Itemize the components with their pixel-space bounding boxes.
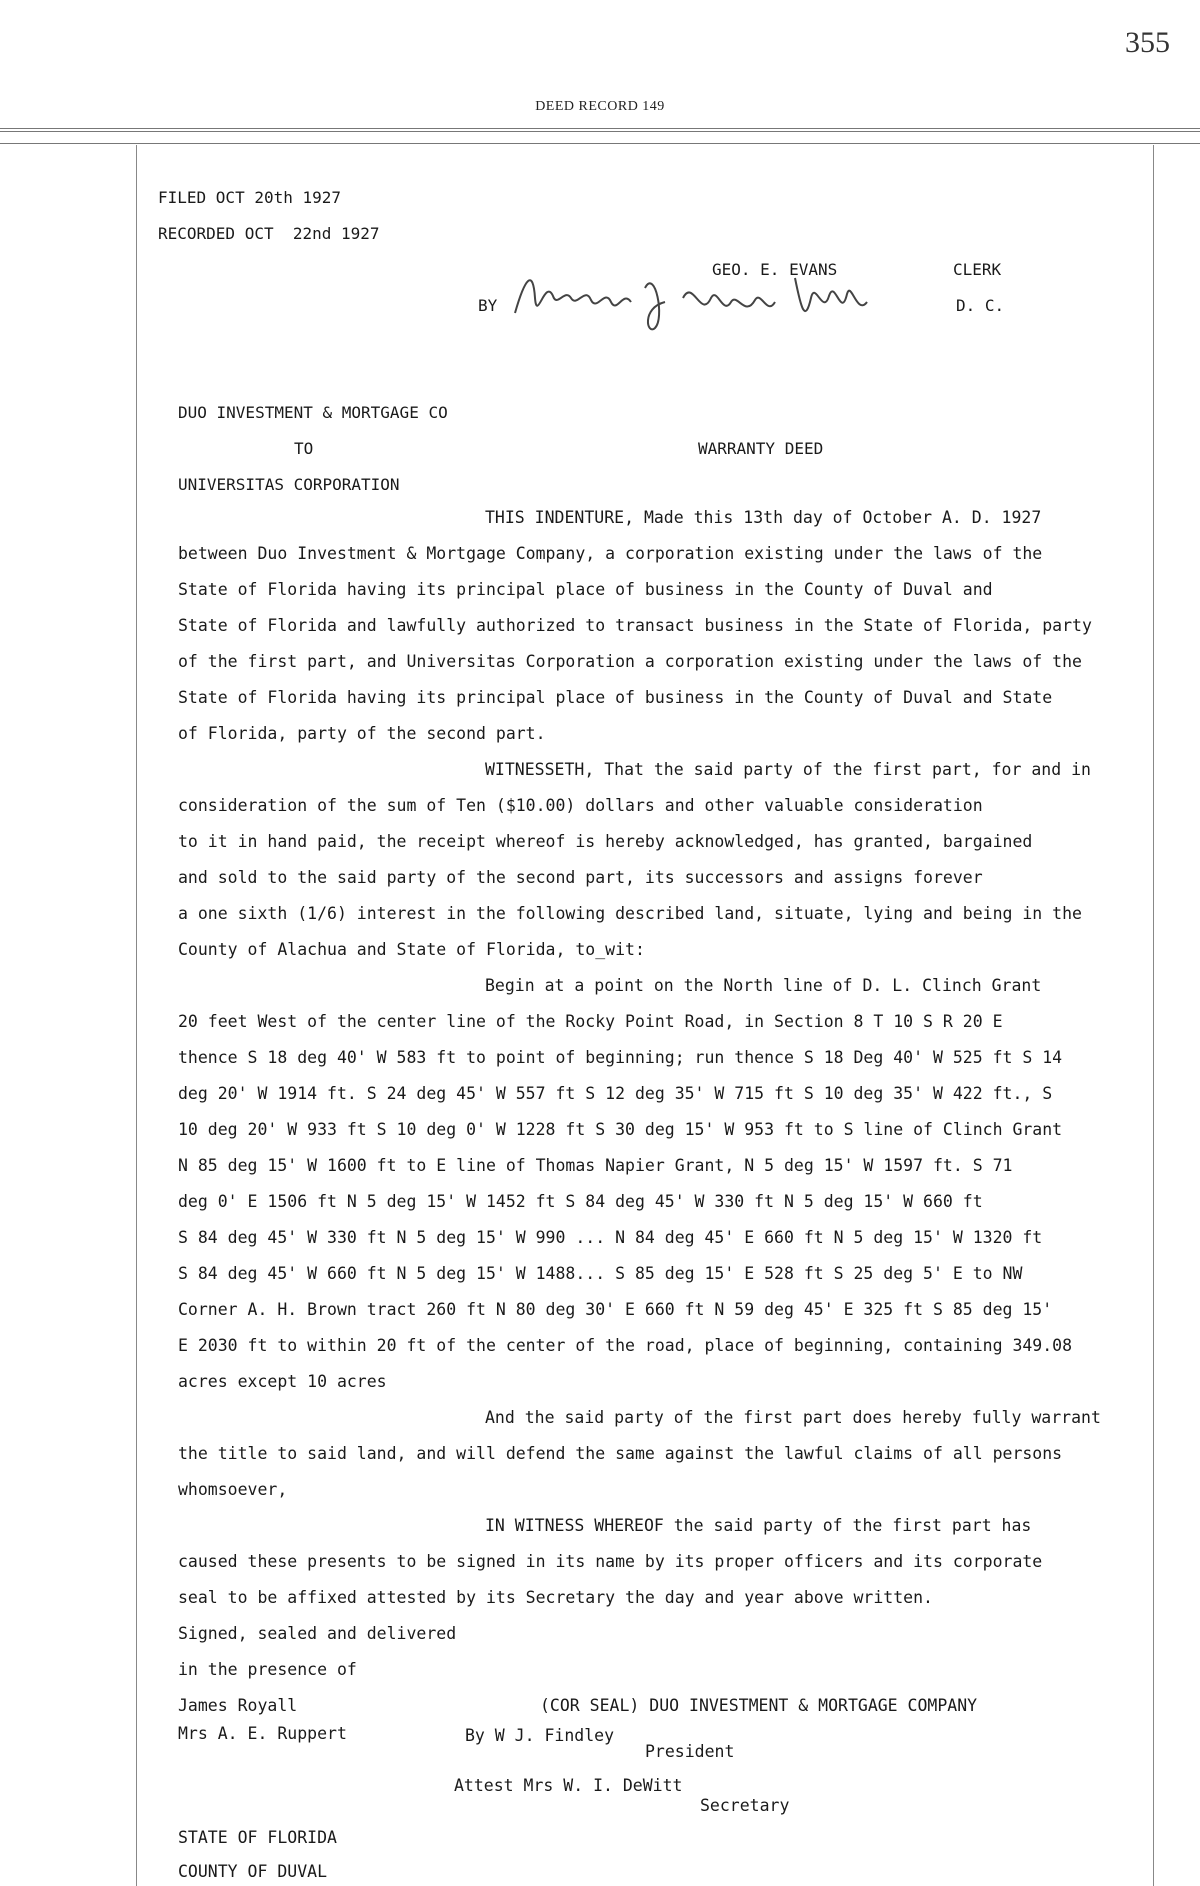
body-line: State of Florida having its principal place of business in the County of Duval and [178,580,993,599]
body-line: seal to be affixed attested by its Secretary the day and year above written. [178,1588,933,1607]
venue-state: STATE OF FLORIDA [178,1828,337,1847]
page-number: 355 [1125,26,1170,59]
body-line: E 2030 ft to within 20 ft of the center of the road, place of beginning, containing 349.08 [178,1336,1073,1355]
signer-name: By W J. Findley [465,1726,615,1745]
header-rule-top [0,128,1200,129]
body-line: of the first part, and Universitas Corporation a corporation existing under the laws of the [178,652,1082,671]
deed-type: WARRANTY DEED [698,439,824,458]
body-line: Signed, sealed and delivered [178,1624,457,1643]
corporate-seal-company: (COR SEAL) DUO INVESTMENT & MORTGAGE COMPANY [540,1696,978,1715]
body-line: between Duo Investment & Mortgage Company, a corporation existing under the laws of the [178,544,1043,563]
deputy-clerk-title: D. C. [956,296,1005,315]
witness-1: James Royall [178,1696,298,1715]
left-margin-line [136,145,137,1886]
clerk-name: GEO. E. EVANS [712,260,838,279]
body-line: IN WITNESS WHEREOF the said party of the first part has [485,1516,1032,1535]
filed-date: FILED OCT 20th 1927 [158,188,342,207]
body-line: Corner A. H. Brown tract 260 ft N 80 deg 30' E 660 ft N 59 deg 45' E 325 ft S 85 deg 15' [178,1300,1053,1319]
body-line: THIS INDENTURE, Made this 13th day of October A. D. 1927 [485,508,1042,527]
grantee-name: UNIVERSITAS CORPORATION [178,475,400,494]
body-line: a one sixth (1/6) interest in the following described land, situate, lying and being in the [178,904,1082,923]
body-line: And the said party of the first part does hereby fully warrant [485,1408,1101,1427]
by-label: BY [478,296,498,315]
body-line: the title to said land, and will defend the same against the lawful claims of all persons [178,1444,1063,1463]
body-line: S 84 deg 45' W 660 ft N 5 deg 15' W 1488... S 85 deg 15' E 528 ft S 25 deg 5' E to NW [178,1264,1023,1283]
body-line: N 85 deg 15' W 1600 ft to E line of Thomas Napier Grant, N 5 deg 15' W 1597 ft. S 71 [178,1156,1013,1175]
body-line: thence S 18 deg 40' W 583 ft to point of beginning; run thence S 18 Deg 40' W 525 ft S 14 [178,1048,1063,1067]
attest-title: Secretary [700,1796,790,1815]
body-line: consideration of the sum of Ten ($10.00) dollars and other valuable consideration [178,796,983,815]
right-margin-line [1153,145,1154,1886]
body-line: WITNESSETH, That the said party of the first part, for and in [485,760,1091,779]
body-line: Begin at a point on the North line of D. L. Clinch Grant [485,976,1042,995]
body-line: acres except 10 acres [178,1372,387,1391]
body-line: deg 0' E 1506 ft N 5 deg 15' W 1452 ft S 84 deg 45' W 330 ft N 5 deg 15' W 660 ft [178,1192,983,1211]
body-line: caused these presents to be signed in its name by its proper officers and its corporate [178,1552,1043,1571]
attest-name: Attest Mrs W. I. DeWitt [454,1776,683,1795]
deputy-clerk-signature [505,258,875,338]
body-line: in the presence of [178,1660,357,1679]
body-line: S 84 deg 45' W 330 ft N 5 deg 15' W 990 ... N 84 deg 45' E 660 ft N 5 deg 15' W 1320 ft [178,1228,1043,1247]
signer-title: President [645,1742,735,1761]
body-line: deg 20' W 1914 ft. S 24 deg 45' W 557 ft S 12 deg 35' W 715 ft S 10 deg 35' W 422 ft., S [178,1084,1053,1103]
venue-county: COUNTY OF DUVAL [178,1862,328,1881]
body-line: and sold to the said party of the second part, its successors and assigns forever [178,868,983,887]
body-line: to it in hand paid, the receipt whereof is hereby acknowledged, has granted, bargained [178,832,1033,851]
body-line: County of Alachua and State of Florida, to_wit: [178,940,645,959]
to-label: TO [294,439,314,458]
clerk-title: CLERK [953,260,1002,279]
body-line: 10 deg 20' W 933 ft S 10 deg 0' W 1228 ft S 30 deg 15' W 953 ft to S line of Clinch Grant [178,1120,1063,1139]
header-rule-bottom [0,143,1200,144]
header-rule-mid [0,131,1200,132]
grantor-name: DUO INVESTMENT & MORTGAGE CO [178,403,448,422]
recorded-date: RECORDED OCT 22nd 1927 [158,224,380,243]
body-line: of Florida, party of the second part. [178,724,546,743]
body-line: State of Florida having its principal place of business in the County of Duval and State [178,688,1053,707]
witness-2: Mrs A. E. Ruppert [178,1724,347,1743]
book-title: DEED RECORD 149 [535,99,665,114]
body-line: 20 feet West of the center line of the Rocky Point Road, in Section 8 T 10 S R 20 E [178,1012,1003,1031]
body-line: whomsoever, [178,1480,288,1499]
body-line: State of Florida and lawfully authorized to transact business in the State of Florida, party [178,616,1092,635]
